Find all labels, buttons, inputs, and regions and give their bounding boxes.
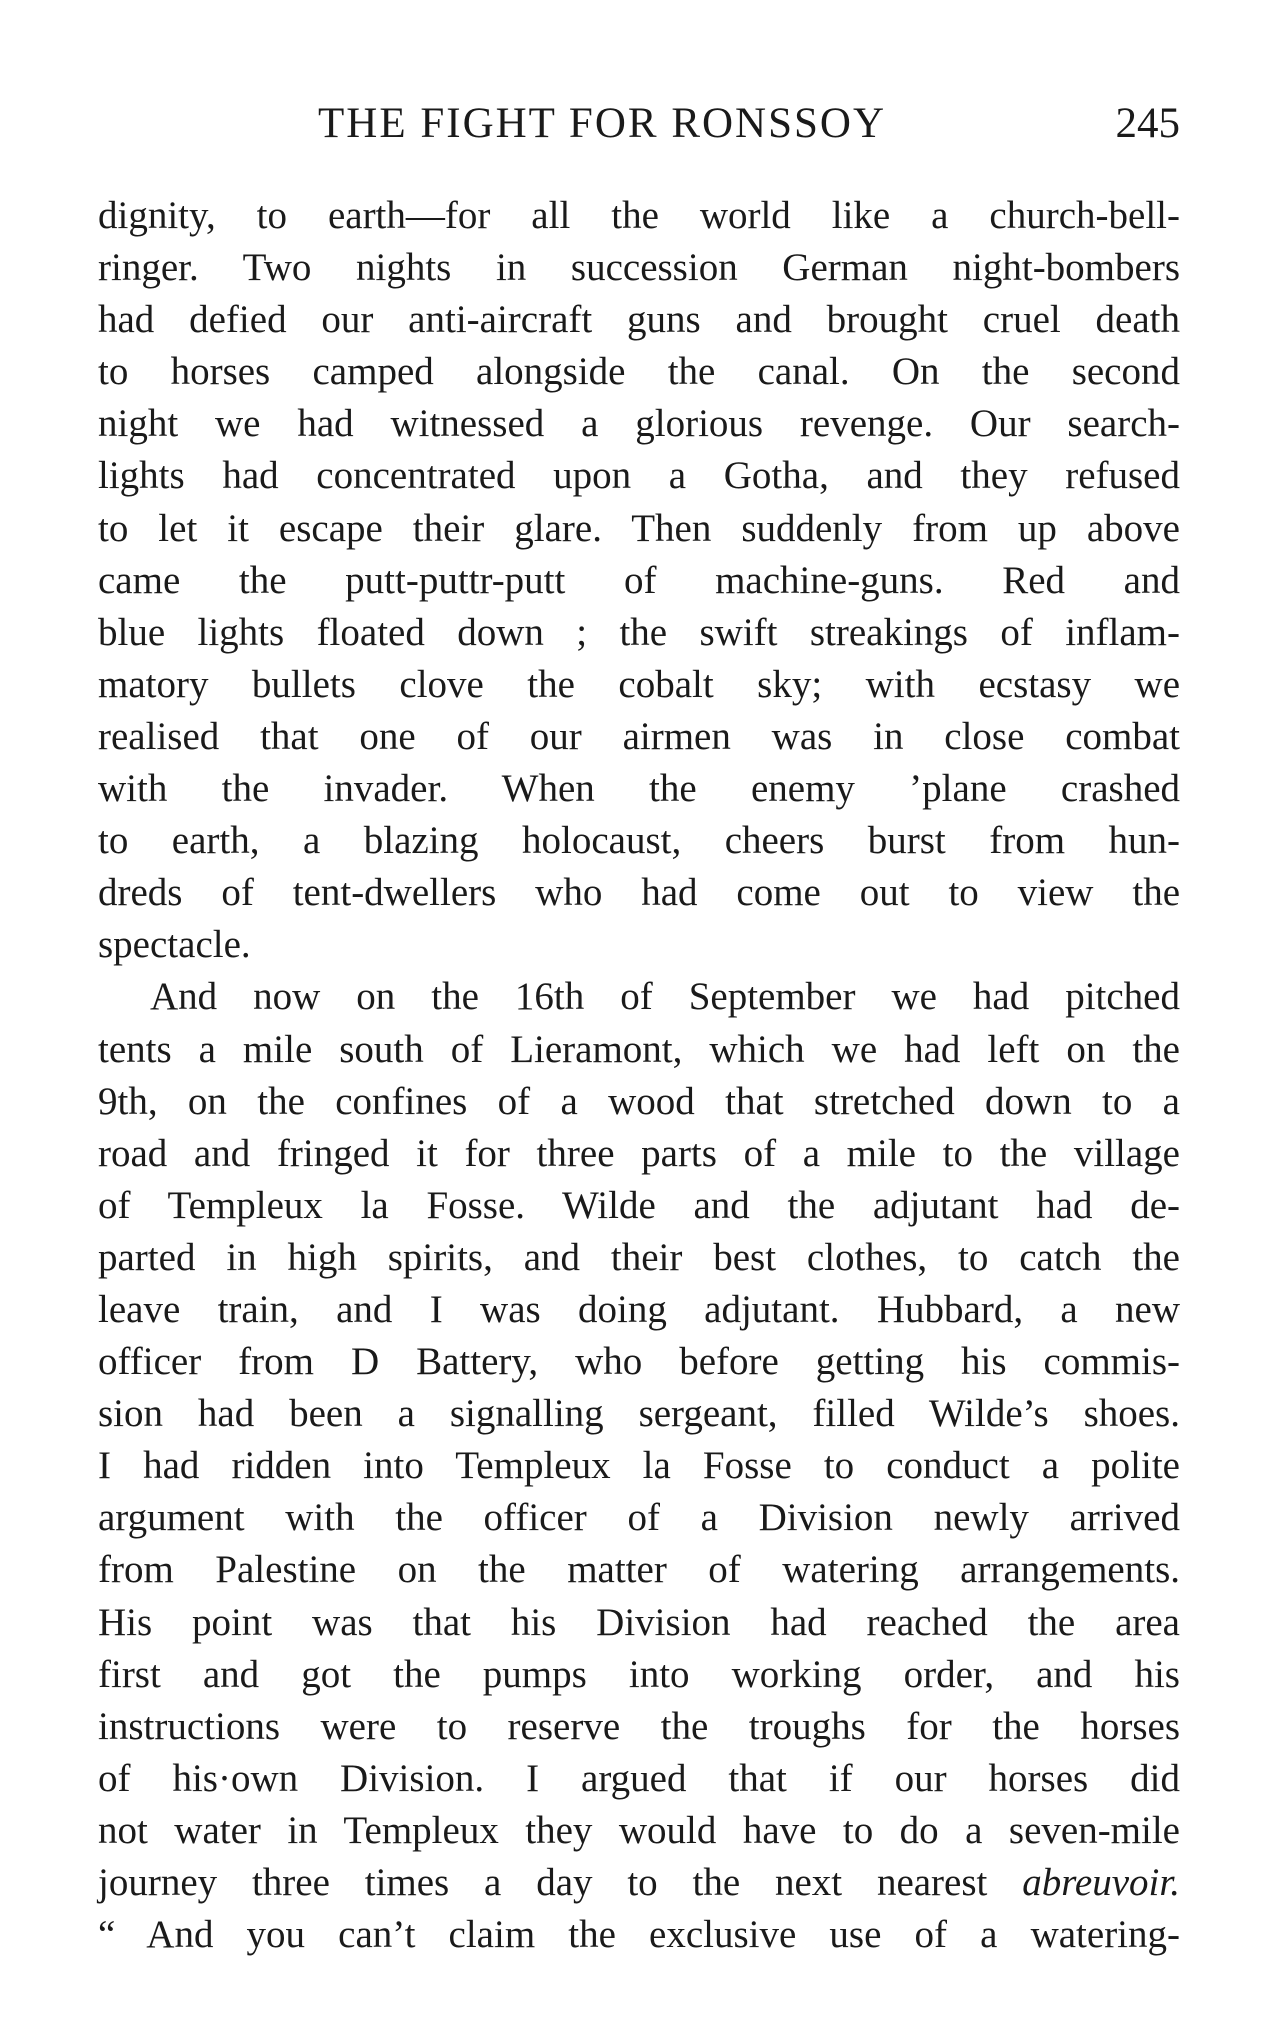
text-line: realised that one of our airmen was in close combat: [98, 714, 1180, 758]
text-line: with the invader. When the enemy ’plane crashed: [98, 767, 1180, 811]
text-line: argument with the officer of a Division newly arrived: [98, 1496, 1180, 1540]
text-line: ringer. Two nights in succession German night-bombers: [98, 246, 1180, 290]
page-number: 245: [1115, 100, 1180, 147]
text-line: matory bullets clove the cobalt sky; with ecstasy we: [98, 662, 1180, 706]
text-line: dignity, to earth—for all the world like a church-bell-: [98, 194, 1180, 237]
running-title: THE FIGHT FOR RONSSOY: [318, 100, 887, 147]
text-line: road and fringed it for three parts of a mile to the village: [98, 1131, 1180, 1175]
text-line: of Templeux la Fosse. Wilde and the adjutant had de-: [98, 1183, 1180, 1227]
text-line: officer from D Battery, who before getting his commis-: [98, 1340, 1180, 1384]
text-line: spectacle.: [98, 923, 251, 967]
line-text: journey three times a day to the next nearest: [98, 1861, 988, 1904]
text-line: came the putt-puttr-putt of machine-guns. Red and: [98, 558, 1180, 602]
text-line: dreds of tent-dwellers who had come out to view the: [98, 871, 1180, 915]
text-line: of his·own Division. I argued that if our horses did: [98, 1756, 1180, 1800]
text-line: sion had been a signalling sergeant, filled Wilde’s shoes.: [98, 1392, 1180, 1436]
text-line: to earth, a blazing holocaust, cheers burst from hun-: [98, 819, 1180, 863]
text-line: parted in high spirits, and their best clothes, to catch the: [98, 1235, 1180, 1279]
text-line-with-italic: [98, 1857, 1180, 1909]
text-line: “ And you can’t claim the exclusive use of a watering-: [98, 1913, 1180, 1957]
text-line: His point was that his Division had reached the area: [98, 1600, 1180, 1644]
text-line: lights had concentrated upon a Gotha, and they refused: [98, 454, 1180, 498]
italic-word: abreuvoir.: [1022, 1861, 1180, 1904]
text-line: I had ridden into Templeux la Fosse to conduct a polite: [98, 1444, 1180, 1488]
text-line: first and got the pumps into working order, and his: [98, 1652, 1180, 1696]
text-line: 9th, on the confines of a wood that stretched down to a: [98, 1079, 1180, 1123]
text-line: not water in Templeux they would have to do a seven-mile: [98, 1808, 1180, 1852]
text-line: had defied our anti-aircraft guns and brought cruel death: [98, 298, 1180, 342]
running-head: [100, 96, 1180, 152]
text-line: tents a mile south of Lieramont, which we had left on the: [98, 1027, 1180, 1071]
body-text: [98, 190, 1180, 1961]
text-line: blue lights floated down ; the swift streakings of inflam-: [98, 610, 1180, 654]
text-line: And now on the 16th of September we had pitched: [150, 975, 1180, 1019]
text-line: night we had witnessed a glorious revenge. Our search-: [98, 402, 1180, 446]
text-line: to let it escape their glare. Then suddenly from up above: [98, 506, 1180, 550]
text-line: to horses camped alongside the canal. On the second: [98, 350, 1180, 394]
text-line: leave train, and I was doing adjutant. Hubbard, a new: [98, 1287, 1180, 1331]
text-line: from Palestine on the matter of watering arrangements.: [98, 1548, 1180, 1592]
text-line: instructions were to reserve the troughs for the horses: [98, 1704, 1180, 1748]
